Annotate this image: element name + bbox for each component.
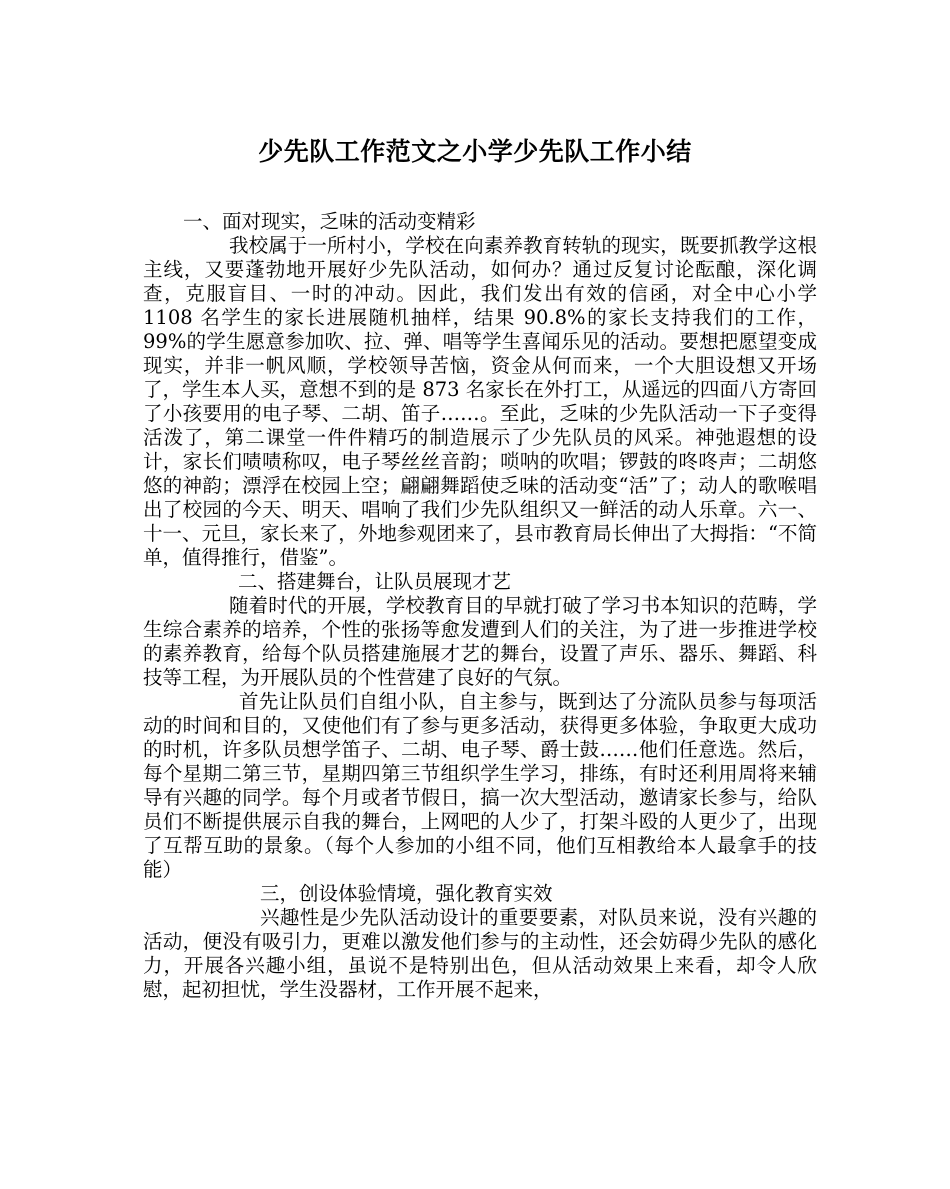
body-paragraph: 兴趣性是少先队活动设计的重要要素，对队员来说，没有兴趣的活动，便没有吸引力，更难以激发他们参与的主动性，还会妨碍少先队的感化力，开展各兴趣小组，虽说不是特别出色，但从活动效果上来看，却令人欣慰，起初担忧，学生没器材，工作开展不起来， (143, 906, 817, 1001)
section-heading: 一、面对现实，乏味的活动变精彩 (183, 210, 476, 233)
body-paragraph: 我校属于一所村小，学校在向素养教育转轨的现实，既要抓教学这根主线，又要蓬勃地开展好少先队活动，如何办？通过反复讨论酝酿，深化调查，克服盲目、一时的冲动。因此，我们发出有效的信函，对全中心小学 1108 名学生的家长进展随机抽样，结果 90.8%的家长支持我们的工作，99%的学生愿意参加吹、拉、弹、唱等学生喜闻乐见的活动。要想把愿望变成现实，并非一帆风顺，学校领导苦恼，资金从何而来，一个大胆设想又开场了，学生本人买，意想不到的是 873 名家长在外打工，从遥远的四面八方寄回了小孩要用的电子琴、二胡、笛子……。至此，乏味的少先队活动一下子变得活泼了，第二课堂一件件精巧的制造展示了少先队员的风采。神弛遐想的设计，家长们啧啧称叹，电子琴丝丝音韵；唢呐的吹唱；锣鼓的咚咚声；二胡悠悠的神韵；漂浮在校园上空；翩翩舞蹈使乏味的活动变“活”了；动人的歌喉唱出了校园的今天、明天、唱响了我们少先队组织又一鲜活的动人乐章。六一、十一、元旦，家长来了，外地参观团来了，县市教育局长伸出了大拇指：“不简单，值得推行，借鉴”。 (143, 234, 817, 569)
section-heading: 二、搭建舞台，让队员展现才艺 (238, 570, 512, 593)
document-body (143, 210, 817, 1002)
body-paragraph: 首先让队员们自组小队，自主参与，既到达了分流队员参与每项活动的时间和目的，又使他们有了参与更多活动，获得更多体验，争取更大成功的时机，许多队员想学笛子、二胡、电子琴、爵士鼓……他们任意选。然后，每个星期二第三节，星期四第三节组织学生学习，排练，有时还利用周将来辅导有兴趣的同学。每个月或者节假日，搞一次大型活动，邀请家长参与，给队员们不断提供展示自我的舞台，上网吧的人少了，打架斗殴的人更少了，出现了互帮互助的景象。（每个人参加的小组不同，他们互相教给本人最拿手的技能） (143, 690, 817, 881)
body-paragraph: 随着时代的开展，学校教育目的早就打破了学习书本知识的范畴，学生综合素养的培养，个性的张扬等愈发遭到人们的关注，为了进一步推进学校的素养教育，给每个队员搭建施展才艺的舞台，设置了声乐、器乐、舞蹈、科技等工程，为开展队员的个性营建了良好的气氛。 (143, 594, 817, 689)
section-heading: 三，创设体验情境，强化教育实效 (260, 882, 553, 905)
document-title: 少先队工作范文之小学少先队工作小结 (258, 137, 692, 166)
